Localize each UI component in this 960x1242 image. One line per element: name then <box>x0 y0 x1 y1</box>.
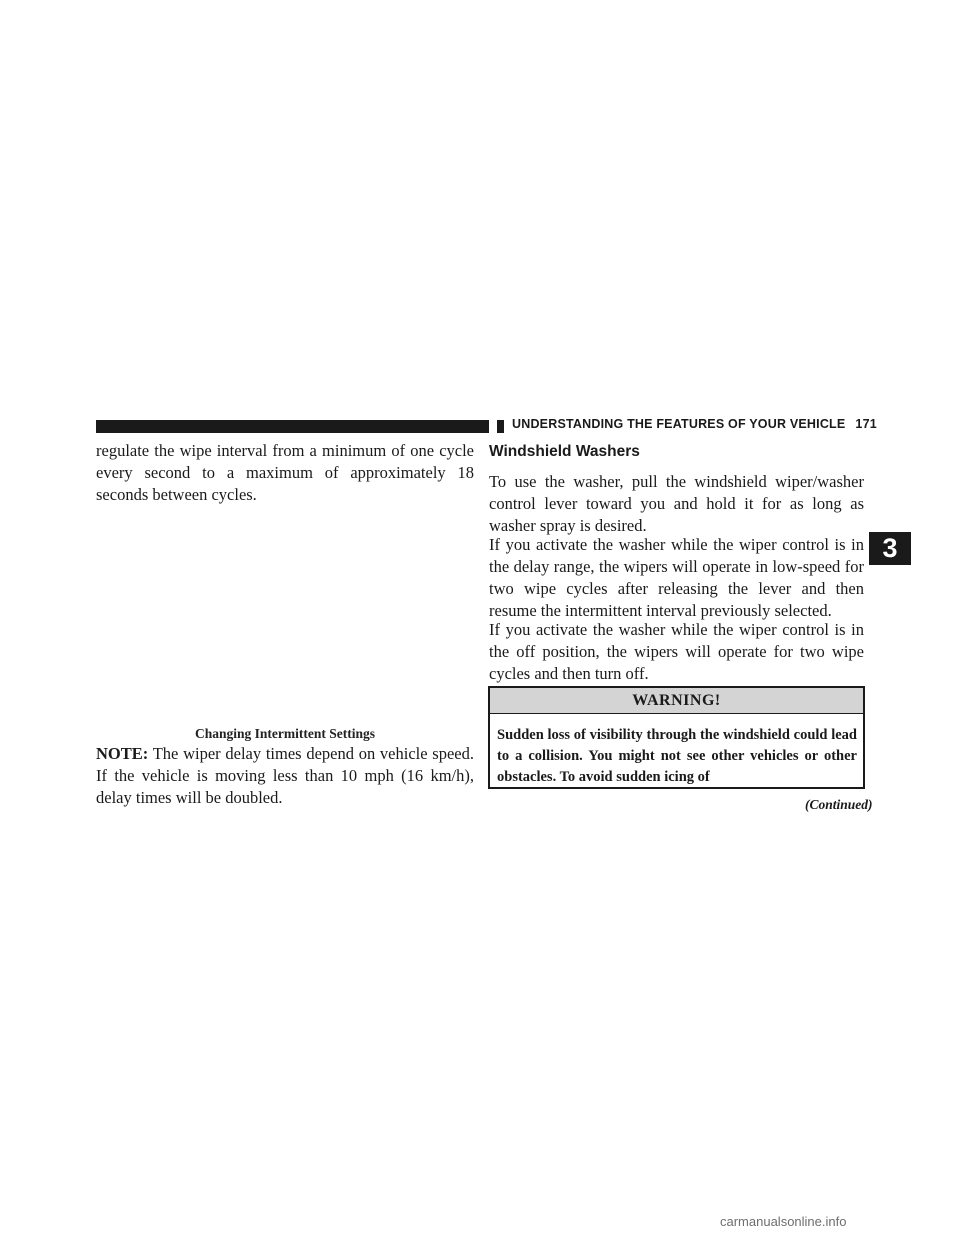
running-header <box>512 417 877 431</box>
paragraph-off-position: If you activate the washer while the wiper control is in the off position, the wipers will operate for two wipe cycles and then turn off. <box>489 620 864 683</box>
header-title: UNDERSTANDING THE FEATURES OF YOUR VEHICLE <box>512 417 846 431</box>
figure-caption: Changing Intermittent Settings <box>194 726 375 741</box>
note-label: NOTE: <box>96 744 149 763</box>
intro-paragraph: regulate the wipe interval from a minimum of one cycle every second to a maximum of approximately 18 seconds between cycles. <box>96 441 474 504</box>
note-paragraph <box>96 743 474 809</box>
chapter-tab: 3 <box>869 532 911 565</box>
header-rule <box>96 420 489 433</box>
paragraph-delay-range: If you activate the washer while the wiper control is in the delay range, the wipers will operate in low-speed for two wipe cycles after releasing the lever and then resume the intermittent interval previously selected. <box>489 535 864 620</box>
note-text: The wiper delay times depend on vehicle speed. If the vehicle is moving less than 10 mph (16 km/h), delay times will be doubled. <box>96 744 474 807</box>
header-rule-marker <box>497 420 504 433</box>
page-number: 171 <box>855 417 877 431</box>
warning-title: WARNING! <box>490 688 863 714</box>
paragraph-washer-use: To use the washer, pull the windshield wiper/washer control lever toward you and hold it for as long as washer spray is desired. <box>489 472 864 535</box>
warning-text: Sudden loss of visibility through the windshield could lead to a collision. You might not see other vehicles or other obstacles. To avoid sudden icing of <box>497 727 857 785</box>
section-title: Windshield Washers <box>489 443 640 460</box>
continued-label: (Continued) <box>805 797 873 812</box>
warning-box <box>488 686 865 789</box>
watermark: carmanualsonline.info <box>720 1214 847 1229</box>
